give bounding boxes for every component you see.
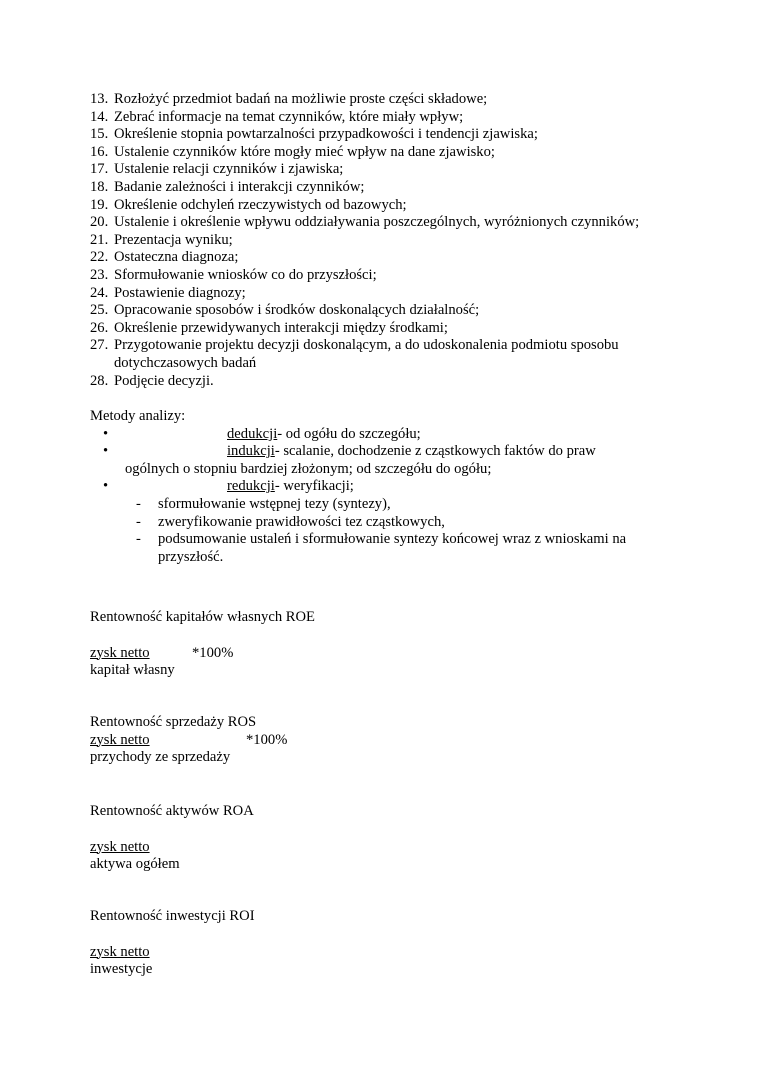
sub-item-text: zweryfikowanie prawidłowości tez cząstkowych, [158,513,445,530]
numbered-list [90,91,690,566]
formula-denominator: aktywa ogółem [90,856,180,873]
item-text: Określenie stopnia powtarzalności przypadkowości i tendencji zjawiska; [114,126,538,143]
list-item [90,91,690,109]
item-text: Sformułowanie wniosków co do przyszłości; [114,266,377,283]
formula-multiplier: *100% [246,731,288,748]
item-number: 27. [90,337,109,354]
list-item [90,232,690,250]
list-item [90,285,690,303]
list-item [90,337,674,372]
sub-item-text: podsumowanie ustaleń i sformułowanie syntezy końcowej wraz z wnioskami na przyszłość. [158,531,627,565]
list-item [90,179,690,197]
list-item [90,144,690,162]
method-term: indukcji [227,443,275,460]
formula-numerator: zysk netto [90,943,150,960]
item-text: Prezentacja wyniku; [114,231,233,248]
item-text: Ustalenie i określenie wpływu oddziaływania poszczególnych, wyróżnionych czynników; [114,214,640,231]
item-text: Badanie zależności i interakcji czynników; [114,178,365,195]
formula-ros [90,714,287,767]
formula-roi [90,908,255,979]
method-term: redukcji [227,478,275,495]
item-number: 28. [90,372,109,389]
sub-item [90,514,690,532]
bullet-icon: • [103,478,109,495]
sub-item [90,531,658,566]
formula-title: Rentowność sprzedaży ROS [90,714,257,730]
formula-denominator: kapitał własny [90,662,175,679]
item-number: 23. [90,266,109,283]
item-text: Określenie odchyleń rzeczywistych od bazowych; [114,196,407,213]
item-number: 20. [90,214,109,231]
sub-item [90,496,690,514]
formula-denominator: przychody ze sprzedaży [90,749,231,766]
bullet-icon: • [103,443,109,460]
item-text: Podjęcie decyzji. [114,372,214,389]
list-item [90,109,690,127]
item-text: Ustalenie czynników które mogły mieć wpływ na dane zjawisko; [114,143,495,160]
item-text: Opracowanie sposobów i środków doskonalących działalność; [114,302,480,319]
dash-icon: - [136,531,141,548]
item-number: 25. [90,302,109,319]
formula-title: Rentowność kapitałów własnych ROE [90,609,315,625]
method-term: dedukcji [227,425,278,442]
item-text: Ostateczna diagnoza; [114,249,239,266]
item-text: Rozłożyć przedmiot badań na możliwie proste części składowe; [114,91,488,107]
bullet-icon: • [103,425,109,442]
method-bullet [90,478,690,496]
item-text: Ustalenie relacji czynników i zjawiska; [114,161,344,178]
sub-item-text: sformułowanie wstępnej tezy (syntezy), [158,496,391,513]
formula-roe [90,609,315,680]
list-item [90,302,690,320]
item-number: 15. [90,126,109,143]
formula-multiplier: *100% [192,644,234,661]
item-number: 26. [90,319,109,336]
list-item [90,197,690,215]
list-item [90,373,690,391]
methods-heading: Metody analizy: [90,408,186,425]
item-number: 17. [90,161,109,178]
item-number: 14. [90,108,109,125]
item-number: 18. [90,178,109,195]
method-desc: - scalanie, dochodzenie z cząstkowych faktów do praw [274,443,596,460]
item-number: 21. [90,231,109,248]
formula-title: Rentowność aktywów ROA [90,803,254,819]
list-item [90,161,690,179]
item-number: 24. [90,284,109,301]
formula-numerator: zysk netto [90,644,150,661]
item-number: 16. [90,143,109,160]
item-number: 19. [90,196,109,213]
dash-icon: - [136,496,141,513]
item-text: Zebrać informacje na temat czynników, które miały wpływ; [114,108,464,125]
method-desc: - od ogółu do szczegółu; [277,425,421,442]
item-text: Postawienie diagnozy; [114,284,246,301]
list-item [90,126,690,144]
method-bullet [90,443,690,478]
item-number: 22. [90,249,109,266]
formula-numerator: zysk netto [90,838,150,855]
item-text: Przygotowanie projektu decyzji doskonalącym, a do udoskonalenia podmiotu sposobu dotychczasowych badań [114,337,619,371]
dash-icon: - [136,513,141,530]
list-item [90,214,690,232]
formula-roa [90,803,254,874]
method-desc-continued: ogólnych o stopniu bardziej złożonym; od szczegółu do ogółu; [125,460,492,477]
item-text: Określenie przewidywanych interakcji między środkami; [114,319,448,336]
formula-denominator: inwestycje [90,961,153,978]
method-desc: - weryfikacji; [274,478,354,495]
formula-title: Rentowność inwestycji ROI [90,908,255,924]
method-bullet [90,426,690,444]
list-item [90,320,690,338]
list-item [90,267,690,285]
item-number: 13. [90,91,109,107]
formula-numerator: zysk netto [90,731,150,748]
list-item [90,249,690,267]
